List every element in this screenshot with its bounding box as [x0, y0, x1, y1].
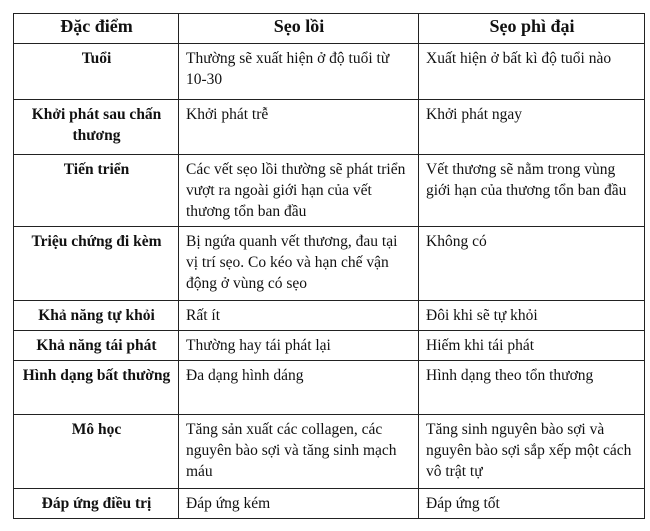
header-hypertrophic: Sẹo phì đại [419, 14, 645, 44]
table-row [14, 415, 645, 489]
row-hypertrophic: Hiếm khi tái phát [419, 331, 645, 361]
row-feature: Tiến triển [14, 155, 179, 227]
header-keloid: Sẹo lồi [179, 14, 419, 44]
row-keloid: Bị ngứa quanh vết thương, đau tại vị trí sẹo. Co kéo và hạn chế vận động ở vùng có sẹo [179, 227, 419, 301]
row-feature: Triệu chứng đi kèm [14, 227, 179, 301]
header-feature: Đặc điểm [14, 14, 179, 44]
row-feature: Mô học [14, 415, 179, 489]
row-keloid: Đáp ứng kém [179, 489, 419, 519]
row-keloid: Các vết sẹo lồi thường sẽ phát triển vượt ra ngoài giới hạn của vết thương tổn ban đầu [179, 155, 419, 227]
row-feature: Khả năng tự khỏi [14, 301, 179, 331]
row-hypertrophic: Tăng sinh nguyên bào sợi và nguyên bào sợi sắp xếp một cách vô trật tự [419, 415, 645, 489]
row-feature: Khởi phát sau chấn thương [14, 100, 179, 155]
row-keloid: Khởi phát trễ [179, 100, 419, 155]
table-row [14, 331, 645, 361]
comparison-table [13, 13, 645, 519]
row-keloid: Thường sẽ xuất hiện ở độ tuổi từ 10-30 [179, 44, 419, 100]
header-row [14, 14, 645, 44]
table-row [14, 100, 645, 155]
row-hypertrophic: Khởi phát ngay [419, 100, 645, 155]
table-row [14, 155, 645, 227]
table-row [14, 361, 645, 415]
table-row [14, 44, 645, 100]
row-keloid: Đa dạng hình dáng [179, 361, 419, 415]
table-row [14, 489, 645, 519]
table-row [14, 227, 645, 301]
row-hypertrophic: Không có [419, 227, 645, 301]
row-hypertrophic: Vết thương sẽ nằm trong vùng giới hạn của thương tổn ban đầu [419, 155, 645, 227]
row-keloid: Thường hay tái phát lại [179, 331, 419, 361]
row-keloid: Tăng sản xuất các collagen, các nguyên bào sợi và tăng sinh mạch máu [179, 415, 419, 489]
table-row [14, 301, 645, 331]
row-hypertrophic: Hình dạng theo tổn thương [419, 361, 645, 415]
row-feature: Đáp ứng điều trị [14, 489, 179, 519]
row-feature: Tuổi [14, 44, 179, 100]
row-keloid: Rất ít [179, 301, 419, 331]
row-hypertrophic: Đôi khi sẽ tự khỏi [419, 301, 645, 331]
row-hypertrophic: Xuất hiện ở bất kì độ tuổi nào [419, 44, 645, 100]
row-hypertrophic: Đáp ứng tốt [419, 489, 645, 519]
row-feature: Hình dạng bất thường [14, 361, 179, 415]
row-feature: Khả năng tái phát [14, 331, 179, 361]
